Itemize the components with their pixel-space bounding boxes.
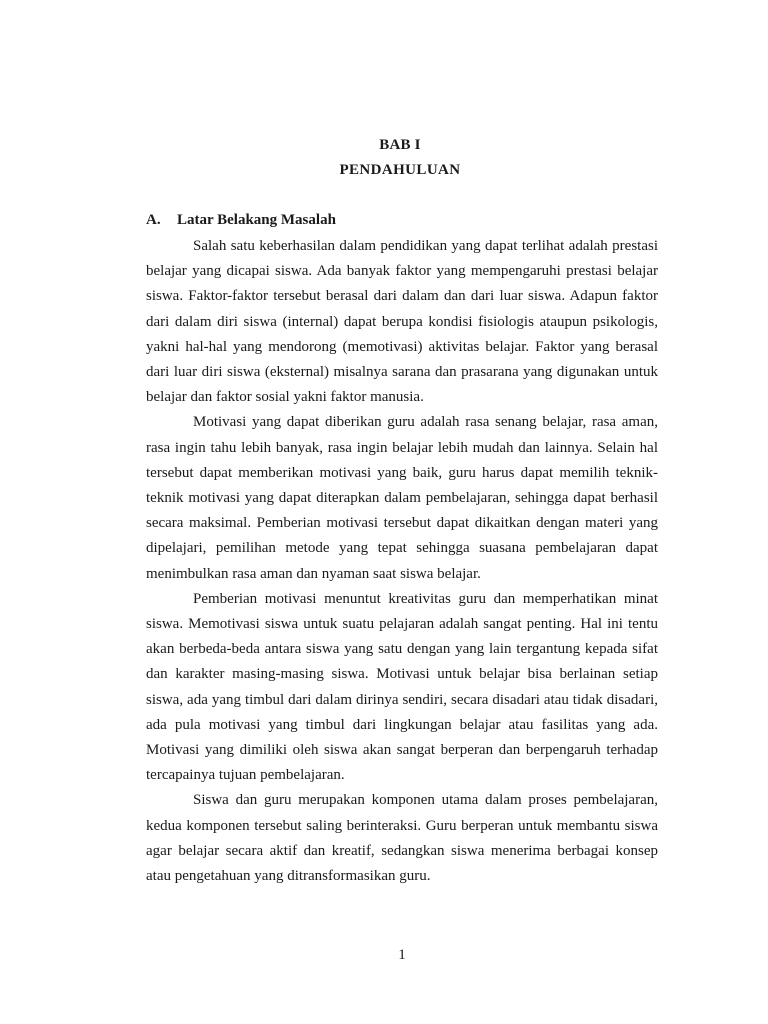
section-letter: A. [146, 212, 161, 228]
chapter-title: PENDAHULUAN [339, 162, 461, 178]
chapter-number: BAB I [379, 137, 421, 153]
paragraph: Siswa dan guru merupakan komponen utama dalam proses pembelajaran, kedua komponen tersebut saling berinteraksi. Guru berperan untuk membantu siswa agar belajar secara aktif dan kreatif, sedangkan siswa menerima berbagai konsep atau pengetahuan yang ditransformasikan guru. [146, 792, 658, 885]
section-title: Latar Belakang Masalah [177, 212, 336, 228]
page-number: 1 [398, 947, 406, 963]
section-heading [146, 212, 336, 229]
paragraph: Pemberian motivasi menuntut kreativitas guru dan memperhatikan minat siswa. Memotivasi siswa untuk suatu pelajaran adalah sangat penting. Hal ini tentu akan berbeda-beda antara siswa yang satu dengan yang lain tergantung kepada sifat dan karakter masing-masing siswa. Motivasi untuk belajar bisa berlainan setiap siswa, ada yang timbul dari dalam dirinya sendiri, secara disadari atau tidak disadari, ada pula motivasi yang timbul dari lingkungan belajar atau fasilitas yang ada. Motivasi yang dimiliki oleh siswa akan sangat berperan dan berpengaruh terhadap tercapainya tujuan pembelajaran. [146, 590, 658, 784]
paragraph: Salah satu keberhasilan dalam pendidikan yang dapat terlihat adalah prestasi belajar yang dicapai siswa. Ada banyak faktor yang mempengaruhi prestasi belajar siswa. Faktor-faktor tersebut berasal dari dalam dan dari luar siswa. Adapun faktor dari dalam diri siswa (internal) dapat berupa kondisi fisiologis ataupun psikologis, yakni hal-hal yang mendorong (memotivasi) aktivitas belajar. Faktor yang berasal dari luar diri siswa (eksternal) misalnya sarana dan prasarana yang digunakan untuk belajar dan faktor sosial yakni faktor manusia. [146, 238, 658, 406]
paragraph: Motivasi yang dapat diberikan guru adalah rasa senang belajar, rasa aman, rasa ingin tahu lebih banyak, rasa ingin belajar lebih mudah dan lainnya. Selain hal tersebut dapat memberikan motivasi yang baik, guru harus dapat memilih teknik-teknik motivasi yang dapat diterapkan dalam pembelajaran, sehingga dapat berhasil secara maksimal. Pemberian motivasi tersebut dapat dikaitkan dengan materi yang dipelajari, pemilihan metode yang tepat sehingga suasana pembelajaran dapat menimbulkan rasa aman dan nyaman saat siswa belajar. [146, 414, 658, 582]
body-text [146, 234, 658, 889]
